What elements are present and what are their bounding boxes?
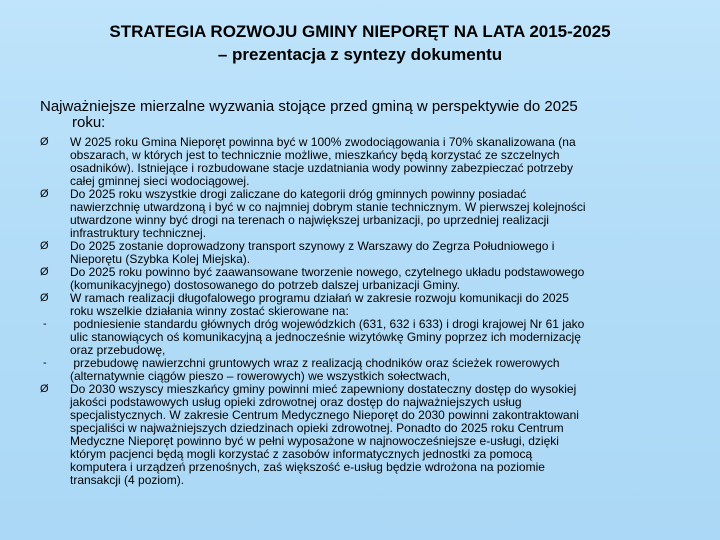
- list-item-line: infrastruktury technicznej.: [70, 226, 207, 240]
- list-item-line: nawierzchnię utwardzoną i być w co najmniej dobrym stanie technicznym. W pierwszej kolejności: [70, 200, 586, 214]
- dash-bullet-icon: -: [43, 318, 47, 330]
- arrow-bullet-icon: Ø: [40, 383, 49, 395]
- list-item-line: (komunikacyjnego) dostosowanego do potrzeb dalszej urbanizacji Gminy.: [70, 278, 460, 292]
- list-item-line: ulic stanowiących oś komunikacyjną a jednocześnie wizytówkę Gminy poprzez ich modernizację: [70, 330, 581, 344]
- list-item: [40, 357, 680, 383]
- list-item-line: specjaliści w najważniejszych dziedzinach opieki zdrowotnej. Ponadto do 2025 roku Centrum: [70, 421, 564, 435]
- list-item-line: W 2025 roku Gmina Nieporęt powinna być w 100% zwodociągowania i 70% skanalizowana (na: [70, 135, 576, 149]
- list-item-line: Nieporętu (Szybka Kolej Miejska).: [70, 252, 251, 266]
- list-item-line: roku wszelkie działania winny zostać skierowane na:: [70, 304, 349, 318]
- list-item: [40, 383, 680, 487]
- list-item-line: Do 2025 roku powinno być zaawansowane tworzenie nowego, czytelnego układu podstawowego: [70, 265, 585, 279]
- list-item-line: jakości podstawowych usług opieki zdrowotnej oraz dostęp do najważniejszych usług: [70, 395, 522, 409]
- arrow-bullet-icon: Ø: [40, 266, 49, 278]
- list-item-line: obszarach, w których jest to technicznie możliwe, mieszkańcy będą korzystać ze szczelnych: [70, 148, 560, 162]
- arrow-bullet-icon: Ø: [40, 292, 49, 304]
- list-item: [40, 188, 680, 240]
- slide-title: [0, 20, 720, 66]
- dash-bullet-icon: -: [43, 357, 47, 369]
- list-item: [40, 318, 680, 357]
- list-item: [40, 240, 680, 266]
- list-item-line: Do 2025 zostanie doprowadzony transport szynowy z Warszawy do Zegrza Południowego i: [70, 239, 555, 253]
- list-item: [40, 136, 680, 188]
- intro-heading: [40, 99, 680, 131]
- list-item-line: Do 2030 wszyscy mieszkańcy gminy powinni mieć zapewniony dostateczny dostęp do wysokiej: [70, 382, 577, 396]
- list-item-line: całej gminnej sieci wodociągowej.: [70, 174, 250, 188]
- slide-title-line-2: – prezentacja z syntezy dokumentu: [217, 45, 503, 64]
- list-item-line: transakcji (4 poziom).: [70, 473, 185, 487]
- list-item-line: utwardzone winny być drogi na terenach o największej urbanizacji, po uprzedniej realizacji: [70, 213, 549, 227]
- list-item-line: osadników). Istniejące i rozbudowane stacje uzdatniania wody powinny zabezpieczać potrzeby: [70, 161, 573, 175]
- list-item: [40, 266, 680, 292]
- intro-line-1: Najważniejsze mierzalne wyzwania stojące przed gminą w perspektywie do 2025: [40, 98, 578, 115]
- list-item-line: W ramach realizacji długofalowego programu działań w zakresie rozwoju komunikacji do 2025: [70, 291, 569, 305]
- list-item-line: (alternatywnie ciągów pieszo – rowerowych) we wszystkich sołectwach,: [70, 369, 451, 383]
- list-item-line: komputera i urządzeń przenośnych, zaś większość e-usług będzie wdrożona na poziomie: [70, 460, 545, 474]
- arrow-bullet-icon: Ø: [40, 188, 49, 200]
- slide-title-line-1: STRATEGIA ROZWOJU GMINY NIEPORĘT NA LATA 2015-2025: [109, 22, 611, 41]
- list-item-line: którym pacjenci będą mogli korzystać z zasobów informatycznych jednostki za pomocą: [70, 447, 533, 461]
- list-item-line: podniesienie standardu głównych dróg wojewódzkich (631, 632 i 633) i drogi krajowej Nr 61 jako: [70, 317, 585, 331]
- list-item-line: specjalistycznych. W zakresie Centrum Medycznego Nieporęt do 2030 powinni zakontraktowani: [70, 408, 579, 422]
- arrow-bullet-icon: Ø: [40, 136, 49, 148]
- list-item-line: oraz przebudowę,: [70, 343, 166, 357]
- intro-line-2: roku:: [72, 114, 106, 131]
- challenge-list: [40, 136, 680, 487]
- arrow-bullet-icon: Ø: [40, 240, 49, 252]
- list-item-line: przebudowę nawierzchni gruntowych wraz z realizacją chodników oraz ścieżek rowerowych: [70, 356, 560, 370]
- list-item: [40, 292, 680, 318]
- list-item-line: Do 2025 roku wszystkie drogi zaliczane do kategorii dróg gminnych powinny posiadać: [70, 187, 527, 201]
- list-item-line: Medyczne Nieporęt powinno być w pełni wyposażone w najnowocześniejsze e-usługi, dzięki: [70, 434, 559, 448]
